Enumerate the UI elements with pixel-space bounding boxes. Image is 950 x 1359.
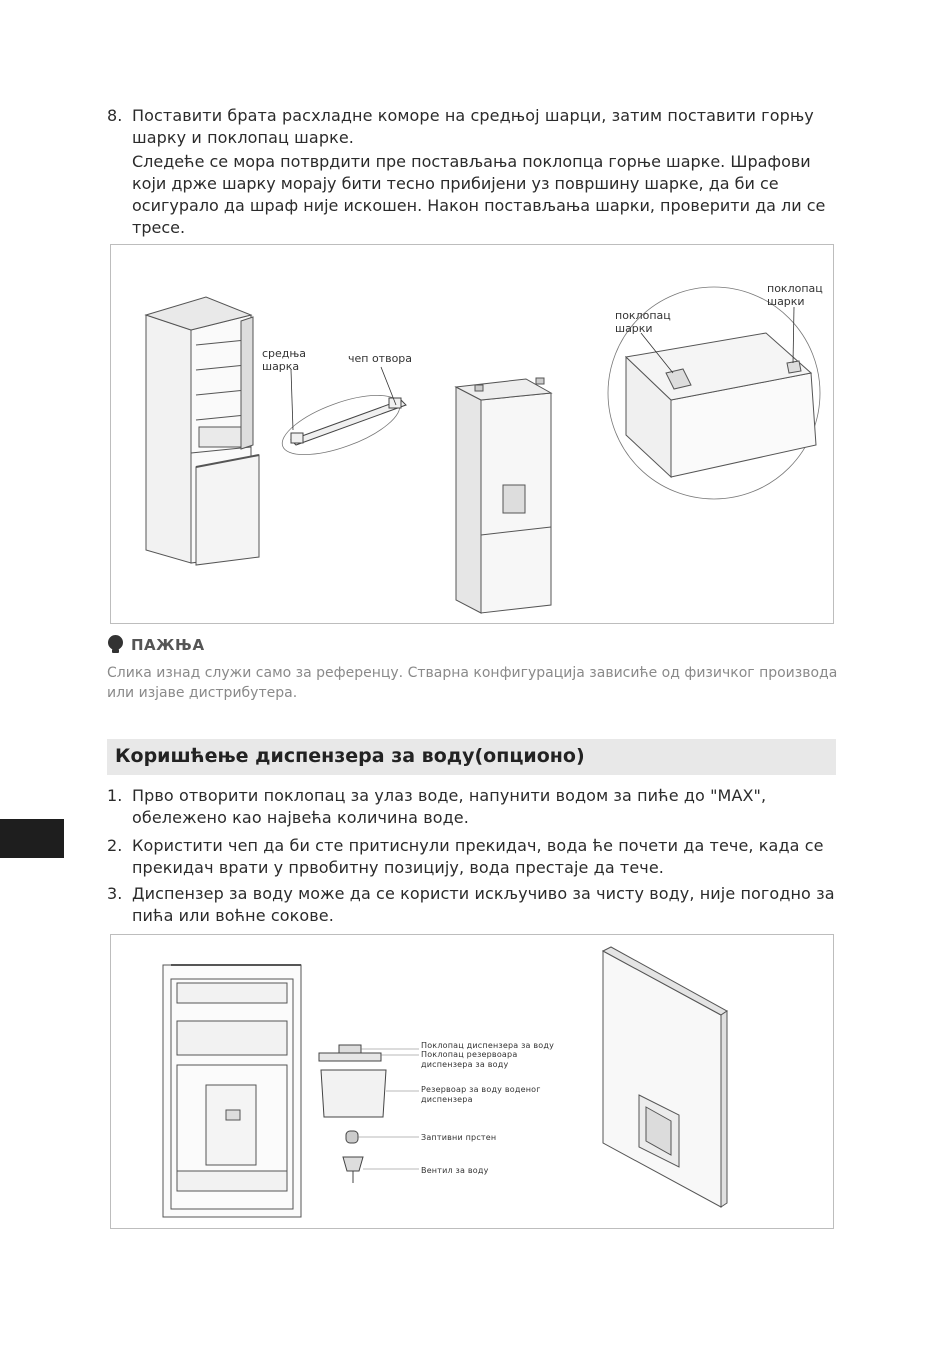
note-title: ПАЖЊА — [131, 636, 205, 654]
fridge-door-outside-illustration — [111, 935, 833, 1228]
figure-water-dispenser — [110, 934, 834, 1229]
top-hinge-cover-detail — [111, 245, 833, 623]
step-text: Поставити брата расхладне коморе на средњој шарци, затим поставити горњу шарку и поклопац шарке. — [132, 106, 814, 147]
section-header — [107, 739, 836, 775]
step-text: Користити чеп да би сте притиснули прекидач, вода ће почети да тече, када се прекидач врати у првобитну позицију, вода престаје да тече. — [132, 836, 824, 877]
step-number: 3. — [107, 884, 123, 903]
label-tank-cover: Поклопац резервоара диспензера за воду — [421, 1050, 518, 1069]
step-number: 8. — [107, 106, 123, 125]
label-dispenser-cover: Поклопац диспензера за воду — [421, 1041, 555, 1050]
step-8-details: Следеће се мора потврдити пре постављања поклопца горње шарке. Шрафови који држе шарку морају бити тесно прибијени уз површину шарке, да би се осигурало да шраф није искошен. Након постављања шарки, проверити да ли се тресе. — [132, 152, 826, 237]
section-title: Коришћење диспензера за воду(опционо) — [115, 745, 585, 767]
lightbulb-icon — [107, 635, 124, 655]
label-hinge-cover-left: поклопац шарки — [615, 309, 671, 335]
step-number: 1. — [107, 786, 123, 805]
note-header — [107, 634, 205, 656]
label-tank: Резервоар за воду воденог диспензера — [421, 1085, 541, 1104]
label-seal-ring: Заптивни прстен — [421, 1133, 497, 1142]
label-valve: Вентил за воду — [421, 1166, 489, 1175]
label-hinge-cover-right: поклопац шарки — [767, 282, 823, 308]
step-text: Диспензер за воду може да се користи искључиво за чисту воду, није погодно за пића или воћне сокове. — [132, 884, 835, 925]
step-number: 2. — [107, 836, 123, 855]
note-text: Слика изнад служи само за референцу. Стварна конфигурација зависиће од физичког производа или изјаве дистрибутера. — [107, 665, 838, 701]
label-hole-plug: чеп отвора — [348, 352, 413, 365]
label-middle-hinge: средња шарка — [262, 347, 307, 373]
side-page-tab — [0, 819, 64, 858]
step-text: Прво отворити поклопац за улаз воде, напунити водом за пиће до "MAX", обележено као највећа количина воде. — [132, 786, 767, 827]
figure-hinge-installation — [110, 244, 834, 624]
